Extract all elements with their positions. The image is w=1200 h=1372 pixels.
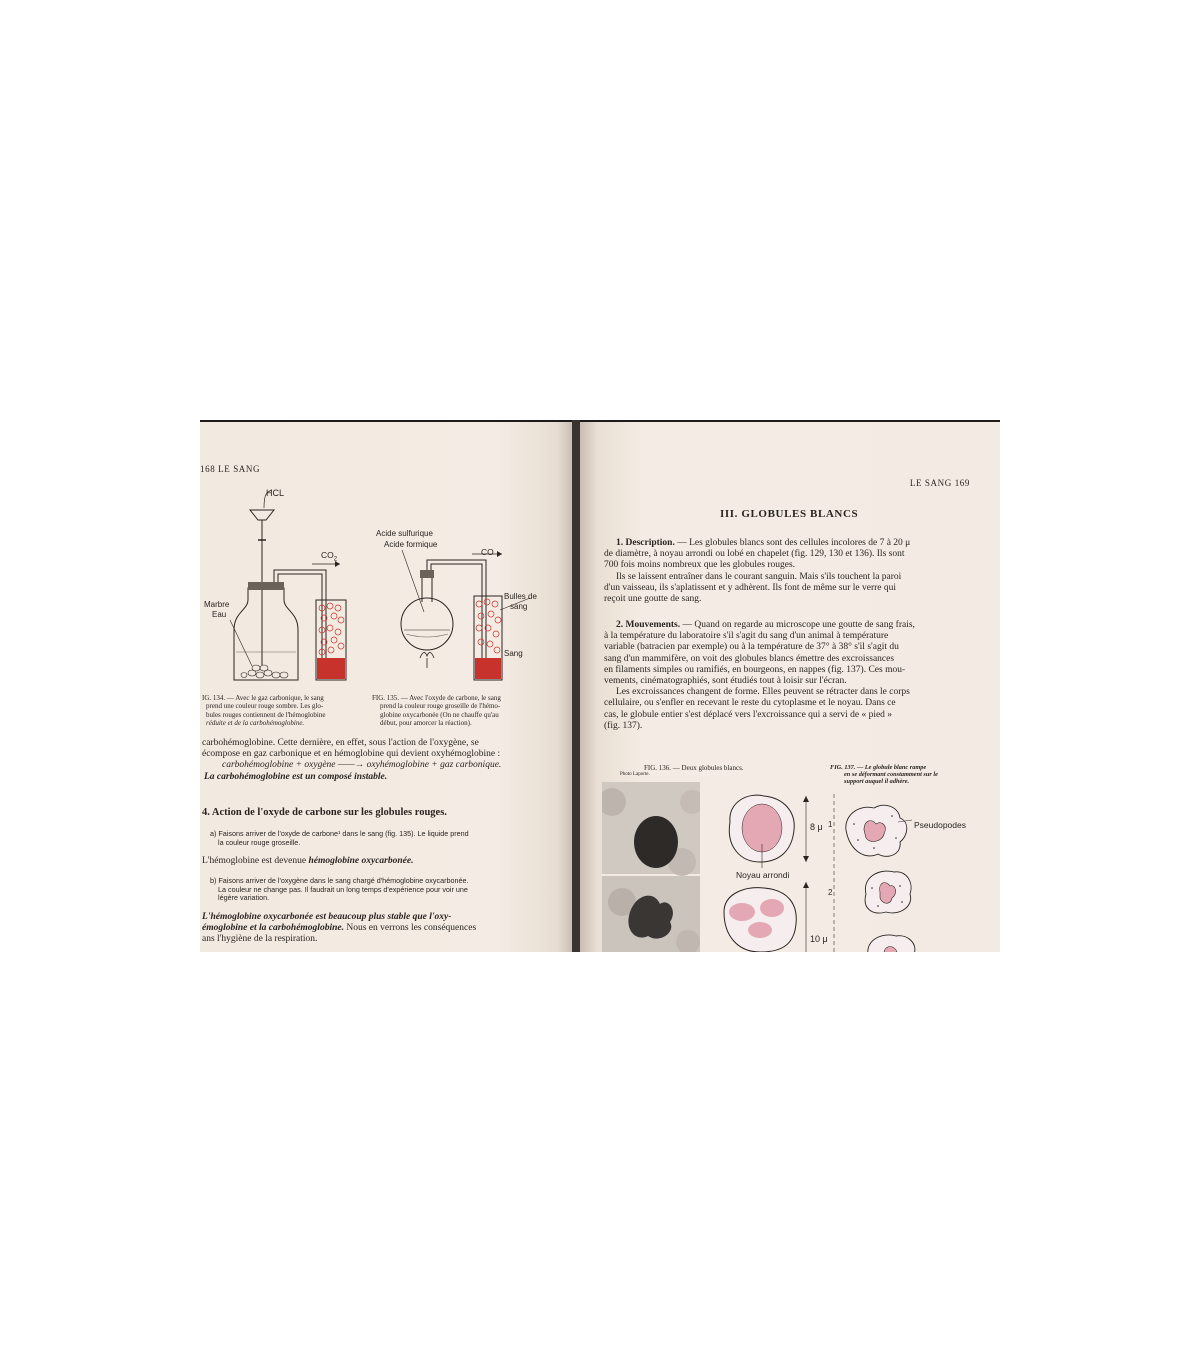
section-title: III. GLOBULES BLANCS	[720, 508, 859, 520]
right-page	[580, 422, 1000, 952]
fig-137-crawling-cells	[838, 794, 988, 952]
para-1-line-1: carbohémoglobine. Cette dernière, en effet, sous l'action de l'oxygène, se	[202, 738, 479, 748]
left-body-text	[202, 738, 546, 783]
label-10mu: 10 μ	[810, 934, 828, 944]
photo-credit: Photo Laporte.	[620, 772, 650, 777]
statement-carbohemoglobine: La carbohémoglobine est un composé instable.	[204, 771, 388, 782]
label-pseudopodes: Pseudopodes	[914, 820, 966, 830]
label-8mu: 8 μ	[810, 822, 823, 832]
open-book	[200, 420, 1000, 952]
label-bulles-sang: sang	[510, 602, 528, 611]
dashed-separator	[832, 794, 836, 952]
item-a: a) Faisons arriver de l'oxyde de carbone¹ dans le sang (fig. 135). Le liquide prend la couleur rouge groseille.	[210, 829, 469, 847]
label-hcl: HCL	[266, 488, 285, 498]
section-4-title: 4. Action de l'oxyde de carbone sur les globules rouges.	[202, 807, 447, 818]
label-noyau-arrondi: Noyau arrondi	[736, 870, 790, 880]
fig-134-apparatus	[200, 480, 360, 690]
fig-137-caption: FIG. 137. — Le globule blanc rampe en se déformant constamment sur le support auquel il adhère.	[830, 764, 938, 786]
micrograph-image	[602, 782, 700, 952]
para-1-line-2: écompose en gaz carbonique et en hémoglobine qui devient oxyhémoglobine :	[202, 749, 501, 760]
fig-135-caption: FIG. 135. — Avec l'oxyde de carbone, le sang prend la couleur rouge groseille de l'hémo- globine oxycarbonée (On ne chauffe qu'au début, pour amorcer la réaction).	[372, 694, 501, 727]
book-gutter	[572, 420, 580, 952]
label-step-2: 2	[828, 888, 833, 897]
label-co: CO	[481, 547, 494, 557]
right-running-header: LE SANG 169	[909, 478, 970, 488]
result-line: L'hémoglobine est devenue hémoglobine oxycarbonée.	[202, 856, 414, 866]
fig-136-caption: FIG. 136. — Deux globules blancs.	[644, 764, 744, 772]
conclusion: L'hémoglobine oxycarbonée est beaucoup plus stable que l'oxy- émoglobine et la carbohémoglobine. Nous en verrons les conséquences ans l'hygiène de la respiration.	[202, 912, 477, 945]
label-acide-formique: Acide formique	[384, 540, 438, 549]
label-co2: $CO_2$	[321, 550, 338, 563]
item-b: b) Faisons arriver de l'oxygène dans le sang chargé d'hémoglobine oxycarbonée. La couleur ne change pas. Il faudrait un long temps d'expérience pour voir une légère variation.	[210, 876, 469, 903]
left-page	[200, 422, 572, 952]
micrograph-photos	[602, 782, 700, 952]
label-sang: Sang	[504, 649, 523, 658]
fig-134-caption: IG. 134. — Avec le gaz carbonique, le sang prend une couleur rouge sombre. Les glo- bules rouges contiennent de l'hémoglobine réduite et de la carbohémoglobine.	[202, 694, 326, 727]
left-running-header: 168 LE SANG	[200, 464, 261, 474]
fig-136-cell-drawings	[700, 782, 820, 952]
label-bulles-de: Bulles de	[504, 592, 537, 601]
mouvements-section: 2. Mouvements. — Quand on regarde au microscope une goutte de sang frais, à la température du laboratoire s'il s'agit du sang d'un animal à température variable (batracien par exemple) ou à la température de 37° à 38° s'il s'agit du sang d'un mammifère, on voit des globules blancs émettre des excroissances en filaments simples ou ramifiés, en bourgeons, en nappes (fig. 137). Ces mou- vements, cinématographiés, sont étudiés tout à loisir sur l'écran. Les excroissances changent de forme. Elles peuvent se rétracter dans le corps cellulaire, ou s'enfler en recevant le reste du cytoplasme et le noyau. Dans ce cas, le globule entier s'est déplacé vers l'excroissance qui a servi de « pied » (fig. 137).	[604, 620, 915, 731]
label-eau: Eau	[212, 610, 227, 619]
description-section: 1. Description. — Les globules blancs sont des cellules incolores de 7 à 20 μ de diamètre, à noyau arrondi ou lobé en chapelet (fig. 129, 130 et 136). Ils sont 700 fois moins nombreux que les globules rouges. Ils se laissent entraîner dans le courant sanguin. Mais s'ils touchent la paroi d'un vaisseau, ils s'aplatissent et y adhèrent. Ils font de même sur le verre qui reçoit une goutte de sang.	[604, 538, 911, 605]
equation: carbohémoglobine + oxygène ——→ oxyhémoglobine + gaz carbonique.	[222, 760, 502, 771]
fig-135-apparatus	[380, 540, 560, 690]
label-acide-sulfurique: Acide sulfurique	[376, 529, 433, 538]
label-marbre: Marbre	[204, 600, 230, 609]
label-step-1: 1	[828, 820, 833, 829]
